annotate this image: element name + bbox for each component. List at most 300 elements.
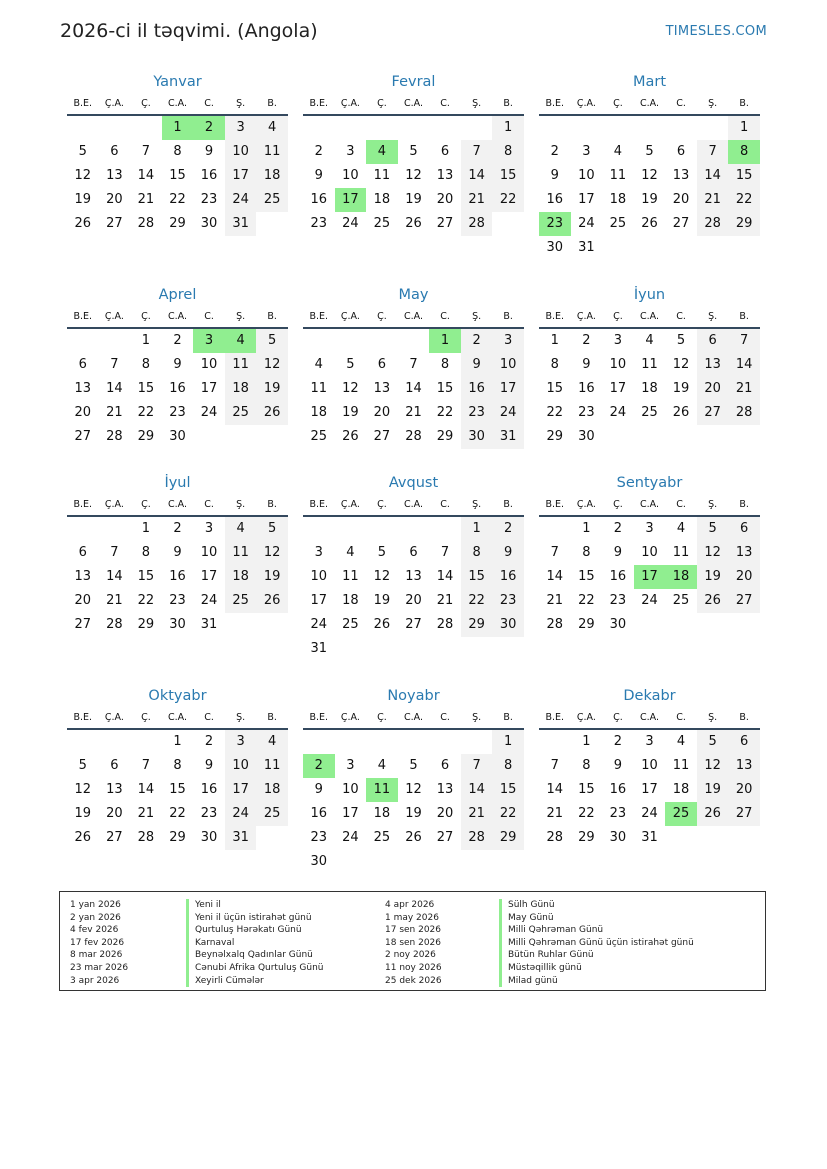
weekend-day-cell: 21 [461, 802, 493, 826]
day-cell: 13 [672, 168, 690, 183]
empty-cell [398, 517, 430, 541]
day-cell: 31 [310, 641, 328, 656]
day-cell: 28 [546, 830, 564, 845]
weekend-day-cell: 1 [728, 116, 760, 140]
weekday-label: C.A. [167, 311, 187, 322]
day-cell: 10 [310, 569, 328, 584]
weekend-day-cell: 12 [697, 754, 729, 778]
legend-names-left [186, 899, 324, 987]
weekend-day-cell: 15 [492, 164, 524, 188]
weekday-label: Ş. [236, 499, 246, 510]
brand-logo[interactable]: TIMESLES.COM [665, 24, 767, 39]
day-cell: 25 [641, 405, 658, 420]
day-cell: 15 [169, 782, 186, 797]
weekend-day-cell: 21 [697, 188, 729, 212]
day-cell: 4 [346, 545, 355, 560]
day-cell: 9 [613, 758, 623, 773]
day-cell: 9 [550, 168, 559, 183]
day-cell: 3 [204, 521, 214, 536]
weekend-day-cell: 27 [728, 802, 760, 826]
day-cell: 22 [546, 405, 564, 420]
day-cell: 23 [200, 806, 218, 821]
weekend-day-cell: 31 [225, 826, 257, 850]
day-cell: 2 [173, 333, 182, 348]
month-name: Dekabr [623, 688, 676, 704]
day-cell: 13 [373, 381, 391, 396]
day-cell: 29 [578, 830, 595, 845]
weekend-day-cell: 26 [256, 589, 288, 613]
weekday-label: Ş. [708, 98, 718, 109]
weekend-day-cell: 22 [492, 188, 524, 212]
legend-dates-right [385, 899, 442, 987]
day-cell: 9 [314, 168, 323, 183]
day-cell: 12 [373, 569, 391, 584]
month-name: Fevral [391, 74, 436, 90]
weekend-day-cell: 14 [461, 164, 493, 188]
weekend-day-cell: 3 [225, 116, 257, 140]
empty-cell [571, 116, 603, 140]
day-cell: 8 [173, 144, 182, 159]
holiday-day-cell: 23 [539, 212, 571, 236]
weekday-label: Ç.A. [576, 499, 596, 510]
day-cell: 10 [342, 782, 359, 797]
empty-cell [303, 517, 335, 541]
weekend-day-cell: 6 [728, 730, 760, 754]
weekday-label: Ş. [472, 499, 482, 510]
weekday-label: Ş. [472, 98, 482, 109]
day-cell: 15 [436, 381, 454, 396]
holiday-day-cell: 4 [366, 140, 398, 164]
weekday-label: C.A. [167, 712, 187, 723]
day-cell: 6 [110, 144, 119, 159]
day-cell: 10 [200, 545, 218, 560]
empty-cell [429, 517, 461, 541]
day-cell: 14 [405, 381, 422, 396]
day-cell: 23 [310, 216, 328, 231]
day-cell: 27 [436, 216, 454, 231]
day-cell: 24 [609, 405, 627, 420]
weekend-day-cell: 26 [256, 401, 288, 425]
day-cell: 1 [582, 521, 591, 536]
empty-cell [67, 116, 99, 140]
day-cell: 22 [578, 806, 595, 821]
day-cell: 6 [440, 144, 450, 159]
day-cell: 24 [200, 405, 218, 420]
legend-holiday-name: Karnaval [186, 937, 324, 950]
month-name: Aprel [158, 287, 197, 303]
weekday-label: Ç. [141, 499, 151, 510]
weekend-day-cell: 14 [461, 778, 493, 802]
day-cell: 29 [546, 429, 564, 444]
day-cell: 8 [141, 357, 151, 372]
day-cell: 8 [550, 357, 559, 372]
weekend-day-cell: 20 [728, 565, 760, 589]
weekday-label: C.A. [167, 499, 187, 510]
weekday-label: Ç.A. [104, 98, 124, 109]
legend-date: 1 may 2026 [385, 912, 439, 923]
empty-cell [335, 329, 367, 353]
day-cell: 11 [373, 168, 391, 183]
day-cell: 30 [609, 830, 627, 845]
weekday-label: C.A. [639, 712, 659, 723]
day-cell: 12 [74, 168, 92, 183]
empty-cell [539, 116, 571, 140]
day-cell: 18 [672, 782, 690, 797]
day-cell: 4 [314, 357, 323, 372]
day-cell: 10 [641, 758, 658, 773]
weekend-day-cell: 11 [225, 541, 257, 565]
day-cell: 16 [310, 806, 328, 821]
weekday-label: C. [440, 98, 450, 109]
weekend-day-cell: 28 [461, 212, 493, 236]
day-cell: 26 [641, 216, 658, 231]
weekend-day-cell: 6 [728, 517, 760, 541]
weekday-label: B. [503, 98, 513, 109]
day-cell: 18 [310, 405, 328, 420]
holiday-day-cell: 8 [728, 140, 760, 164]
day-cell: 23 [578, 405, 595, 420]
day-cell: 10 [578, 168, 595, 183]
day-cell: 26 [405, 216, 422, 231]
month-name: May [398, 287, 429, 303]
day-grid [539, 329, 760, 449]
weekday-label: B. [503, 712, 513, 723]
day-cell: 12 [641, 168, 658, 183]
weekday-label: C.A. [403, 499, 423, 510]
day-cell: 17 [609, 381, 627, 396]
day-cell: 1 [173, 734, 182, 749]
day-cell: 13 [74, 569, 92, 584]
day-cell: 21 [436, 593, 454, 608]
day-cell: 3 [582, 144, 591, 159]
month-4 [67, 285, 288, 449]
day-cell: 7 [440, 545, 450, 560]
weekday-label: B.E. [73, 311, 93, 322]
weekend-day-cell: 4 [256, 116, 288, 140]
day-cell: 7 [550, 758, 559, 773]
day-cell: 22 [169, 192, 186, 207]
weekend-day-cell: 17 [225, 164, 257, 188]
empty-cell [461, 116, 493, 140]
legend-holiday-name: Xeyirli Cümələr [186, 975, 324, 988]
weekend-day-cell: 3 [492, 329, 524, 353]
weekday-label: C.A. [403, 712, 423, 723]
day-cell: 7 [141, 758, 151, 773]
day-cell: 30 [200, 830, 218, 845]
month-name: Oktyabr [148, 688, 207, 704]
weekday-label: B.E. [309, 311, 329, 322]
day-cell: 30 [169, 429, 186, 444]
weekend-day-cell: 19 [697, 778, 729, 802]
day-cell: 3 [346, 758, 355, 773]
weekend-day-cell: 29 [728, 212, 760, 236]
day-cell: 27 [106, 216, 123, 231]
day-cell: 20 [672, 192, 690, 207]
empty-cell [366, 329, 398, 353]
day-cell: 23 [609, 806, 627, 821]
day-cell: 20 [436, 806, 454, 821]
day-cell: 16 [546, 192, 564, 207]
day-cell: 3 [645, 734, 654, 749]
day-cell: 11 [310, 381, 328, 396]
day-cell: 20 [74, 405, 92, 420]
day-cell: 6 [676, 144, 686, 159]
day-cell: 10 [641, 545, 658, 560]
day-cell: 26 [405, 830, 422, 845]
day-cell: 6 [409, 545, 418, 560]
weekday-header [67, 708, 288, 730]
day-cell: 6 [440, 758, 450, 773]
day-cell: 20 [106, 192, 123, 207]
day-cell: 19 [74, 806, 92, 821]
empty-cell [130, 116, 162, 140]
day-cell: 5 [409, 144, 418, 159]
day-cell: 9 [314, 782, 323, 797]
weekend-day-cell: 13 [697, 353, 729, 377]
month-name: İyul [164, 475, 191, 491]
day-cell: 12 [405, 782, 422, 797]
day-cell: 1 [550, 333, 559, 348]
empty-cell [697, 116, 729, 140]
day-cell: 19 [405, 806, 422, 821]
empty-cell [67, 517, 99, 541]
day-cell: 27 [436, 830, 454, 845]
weekend-day-cell: 6 [697, 329, 729, 353]
month-3 [539, 72, 760, 260]
month-10 [67, 686, 288, 850]
day-cell: 25 [310, 429, 328, 444]
weekday-label: C. [676, 311, 686, 322]
day-cell: 14 [137, 168, 155, 183]
weekday-label: B. [503, 311, 513, 322]
day-cell: 6 [110, 758, 119, 773]
day-cell: 8 [141, 545, 151, 560]
weekday-label: Ç. [141, 712, 151, 723]
weekday-label: C. [440, 311, 450, 322]
day-cell: 26 [74, 216, 92, 231]
weekday-label: B.E. [73, 499, 93, 510]
weekend-day-cell: 22 [492, 802, 524, 826]
day-cell: 11 [609, 168, 627, 183]
weekend-day-cell: 16 [492, 565, 524, 589]
day-cell: 15 [578, 782, 595, 797]
weekday-header [539, 307, 760, 329]
day-cell: 4 [676, 734, 686, 749]
weekday-header [303, 495, 524, 517]
holiday-day-cell: 18 [665, 565, 697, 589]
legend-date: 17 fev 2026 [70, 937, 125, 948]
day-cell: 27 [672, 216, 690, 231]
weekday-label: Ç. [613, 311, 623, 322]
holiday-day-cell: 1 [162, 116, 194, 140]
day-cell: 16 [310, 192, 328, 207]
empty-cell [366, 116, 398, 140]
day-cell: 23 [200, 192, 218, 207]
weekend-day-cell: 16 [461, 377, 493, 401]
day-cell: 13 [74, 381, 92, 396]
month-name: Avqust [388, 475, 439, 491]
day-cell: 13 [436, 782, 454, 797]
empty-cell [366, 730, 398, 754]
day-cell: 17 [641, 782, 658, 797]
day-cell: 21 [106, 593, 123, 608]
day-cell: 28 [106, 429, 123, 444]
weekday-label: C. [204, 98, 214, 109]
day-cell: 9 [204, 758, 214, 773]
weekend-day-cell: 28 [728, 401, 760, 425]
empty-cell [398, 116, 430, 140]
legend-holiday-name: Yeni il üçün istirahət günü [186, 912, 324, 925]
empty-cell [634, 116, 666, 140]
legend-holiday-name: May Günü [499, 912, 694, 925]
day-cell: 3 [314, 545, 323, 560]
day-cell: 12 [405, 168, 422, 183]
weekday-label: Ç. [613, 499, 623, 510]
weekend-day-cell: 31 [492, 425, 524, 449]
day-cell: 21 [137, 806, 155, 821]
weekend-day-cell: 3 [225, 730, 257, 754]
legend-holiday-name: Yeni il [186, 899, 324, 912]
weekend-day-cell: 15 [461, 565, 493, 589]
day-cell: 30 [609, 617, 627, 632]
day-cell: 21 [106, 405, 123, 420]
weekday-label: Ç.A. [576, 98, 596, 109]
weekend-day-cell: 5 [256, 517, 288, 541]
day-cell: 8 [582, 758, 591, 773]
day-cell: 2 [613, 521, 623, 536]
weekday-label: Ç. [141, 311, 151, 322]
day-cell: 16 [200, 168, 218, 183]
weekday-label: B.E. [309, 712, 329, 723]
weekday-label: C.A. [639, 499, 659, 510]
day-cell: 9 [173, 545, 182, 560]
legend-holiday-name: Cənubi Afrika Qurtuluş Günü [186, 962, 324, 975]
day-cell: 30 [169, 617, 186, 632]
month-1 [67, 72, 288, 236]
day-cell: 9 [613, 545, 623, 560]
weekend-day-cell: 7 [461, 140, 493, 164]
day-cell: 28 [137, 830, 155, 845]
weekday-header [539, 495, 760, 517]
day-cell: 5 [409, 758, 418, 773]
weekday-label: C.A. [167, 98, 187, 109]
weekend-day-cell: 24 [225, 802, 257, 826]
holiday-day-cell: 2 [303, 754, 335, 778]
empty-cell [303, 116, 335, 140]
weekend-day-cell: 25 [256, 188, 288, 212]
weekend-day-cell: 7 [461, 754, 493, 778]
month-name: İyun [633, 287, 666, 303]
day-cell: 21 [546, 593, 564, 608]
weekday-label: C.A. [639, 98, 659, 109]
weekday-header [67, 495, 288, 517]
month-7 [67, 473, 288, 637]
weekend-day-cell: 27 [697, 401, 729, 425]
day-cell: 4 [676, 521, 686, 536]
month-5 [303, 285, 524, 449]
weekend-day-cell: 19 [256, 565, 288, 589]
month-name: Yanvar [153, 74, 202, 90]
weekend-day-cell: 19 [697, 565, 729, 589]
day-grid [539, 730, 760, 850]
weekday-label: B. [267, 712, 277, 723]
holiday-day-cell: 25 [665, 802, 697, 826]
weekend-day-cell: 28 [697, 212, 729, 236]
weekend-day-cell: 8 [492, 140, 524, 164]
weekday-label: C.A. [403, 98, 423, 109]
empty-cell [99, 116, 131, 140]
month-2 [303, 72, 524, 236]
weekend-day-cell: 27 [728, 589, 760, 613]
weekend-day-cell: 2 [461, 329, 493, 353]
weekend-day-cell: 21 [461, 188, 493, 212]
empty-cell [539, 517, 571, 541]
weekday-label: B. [739, 499, 749, 510]
weekend-day-cell: 1 [492, 730, 524, 754]
day-cell: 2 [314, 144, 323, 159]
month-8 [303, 473, 524, 661]
day-cell: 10 [609, 357, 627, 372]
empty-cell [67, 730, 99, 754]
empty-cell [398, 730, 430, 754]
day-cell: 20 [74, 593, 92, 608]
day-grid [67, 329, 288, 449]
day-cell: 19 [641, 192, 658, 207]
day-cell: 24 [641, 593, 658, 608]
weekend-day-cell: 7 [728, 329, 760, 353]
day-cell: 18 [342, 593, 359, 608]
day-cell: 22 [578, 593, 595, 608]
day-cell: 14 [546, 569, 564, 584]
weekend-day-cell: 15 [728, 164, 760, 188]
empty-cell [335, 730, 367, 754]
day-cell: 27 [106, 830, 123, 845]
day-cell: 2 [613, 734, 623, 749]
day-cell: 14 [436, 569, 454, 584]
day-cell: 22 [436, 405, 454, 420]
day-cell: 30 [546, 240, 564, 255]
empty-cell [99, 329, 131, 353]
legend-dates-left [70, 899, 128, 987]
day-cell: 17 [200, 569, 218, 584]
weekday-label: B.E. [73, 98, 93, 109]
weekend-day-cell: 18 [256, 778, 288, 802]
day-cell: 20 [436, 192, 454, 207]
weekday-label: Ş. [472, 712, 482, 723]
weekend-day-cell: 25 [225, 401, 257, 425]
day-cell: 13 [405, 569, 422, 584]
day-cell: 24 [342, 216, 359, 231]
day-cell: 14 [106, 569, 123, 584]
day-cell: 16 [578, 381, 595, 396]
weekday-label: B. [739, 712, 749, 723]
holiday-day-cell: 4 [225, 329, 257, 353]
day-cell: 19 [405, 192, 422, 207]
day-cell: 25 [373, 216, 391, 231]
day-grid [67, 517, 288, 637]
legend-date: 4 fev 2026 [70, 925, 119, 936]
day-grid [303, 116, 524, 236]
weekday-label: B. [739, 311, 749, 322]
day-cell: 23 [169, 405, 186, 420]
weekday-header [539, 94, 760, 116]
holiday-legend [59, 891, 766, 991]
weekend-day-cell: 2 [492, 517, 524, 541]
weekend-day-cell: 20 [697, 377, 729, 401]
weekend-day-cell: 4 [256, 730, 288, 754]
day-cell: 4 [613, 144, 623, 159]
day-cell: 12 [342, 381, 359, 396]
